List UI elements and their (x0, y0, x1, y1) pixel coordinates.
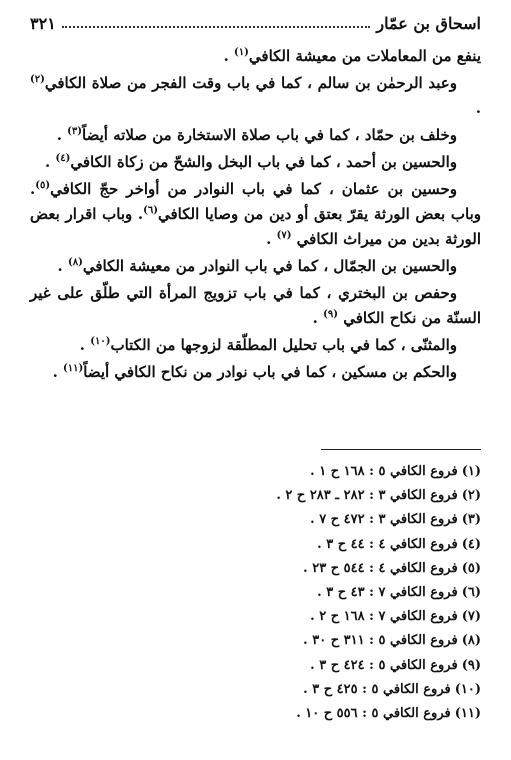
footnote-ref-11: (١١) (63, 363, 84, 374)
footnote-ref-7: (٧) (276, 230, 292, 241)
footnote-5: (٥)فروع الكافي ٤ : ٥٤٤ ح ٢٣ . (303, 560, 481, 576)
footnote-ref-9: (٩) (323, 309, 338, 320)
leader-dots (62, 26, 371, 28)
footnote-4: (٤)فروع الكافي ٤ : ٤٤ ح ٣ . (317, 536, 481, 552)
paragraph-8: والحكم بن مسكين ، كما في باب نوادر من نكاح الكافي أيضاً$^{(١١)}$ . (52, 363, 457, 381)
paragraph-7: والمثنّى ، كما في باب تحليل المطلّقة لزوجها من الكتاب$^{(١٠)}$ . (79, 336, 457, 354)
footnote-ref-1: (١) (234, 47, 249, 58)
footnote-divider (321, 449, 481, 450)
footnote-1: (١)فروع الكافي ٥ : ١٦٨ ح ١ . (310, 464, 481, 479)
footnote-ref-10: (١٠) (90, 336, 111, 347)
paragraph-4: وحسين بن عثمان ، كما في باب النوادر من أواخر حجّ الكافي$^{(٥)}$. وباب بعض الورثة يقرّ بعتق أو دين من وصايا الكافي$^{(٦)}$. وباب اقرار بعض الورثة بدين من ميراث الكافي $^{(٧)}$ . (30, 180, 481, 248)
paragraph-2: وخلف بن حمّاد ، كما في باب صلاة الاستخارة من صلاته أيضاً$^{(٣)}$ . (56, 126, 457, 144)
paragraph-6: وحفص بن البختري ، كما في باب تزويج المرأة التي طلّق على غير السنّة من نكاح الكافي $^{(٩)}$ . (30, 284, 481, 327)
paragraph-0: ينفع من المعاملات من معيشة الكافي$^{(١)}$ . (223, 47, 481, 65)
footnotes (30, 460, 481, 726)
main-text (30, 44, 481, 387)
footnote-ref-3: (٣) (67, 126, 82, 137)
footnote-6: (٦)فروع الكافي ٧ : ٤٣ ح ٣ . (317, 585, 481, 601)
paragraph-1: وعبد الرحمٰن بن سالم ، كما في باب وقت الفجر من صلاة الكافي$^{(٢)}$ . (30, 74, 481, 117)
footnote-ref-8: (٨) (67, 257, 83, 268)
footnote-8: (٨)فروع الكافي ٥ : ٣١١ ح ٣٠ . (303, 633, 481, 649)
footnote-ref-4: (٤) (55, 153, 71, 164)
page-header (30, 10, 481, 36)
paragraph-5: والحسين بن الجمّال ، كما في باب النوادر من معيشة الكافي$^{(٨)}$ . (57, 257, 457, 275)
footnote-3: (٣)فروع الكافي ٣ : ٤٧٢ ح ٧ . (310, 512, 481, 528)
footnote-ref-5: (٥) (35, 180, 51, 191)
footnote-2: (٢)فروع الكافي ٣ : ٢٨٢ ـ ٢٨٣ ح ٢ . (276, 488, 481, 504)
page-number: ٣٢١ (30, 13, 56, 33)
running-title: اسحاق بن عمّار (376, 13, 481, 33)
footnote-ref-2: (٢) (30, 74, 45, 85)
paragraph-3: والحسين بن أحمد ، كما في باب البخل والشحّ من زكاة الكافي$^{(٤)}$ . (45, 153, 457, 171)
footnote-10: (١٠)فروع الكافي ٥ : ٤٢٥ ح ٣ . (303, 681, 481, 697)
footnote-7: (٧)فروع الكافي ٧ : ١٦٨ ح ٢ . (310, 609, 481, 625)
footnote-11: (١١)فروع الكافي ٥ : ٥٥٦ ح ١٠ . (296, 706, 481, 722)
footnote-9: (٩)فروع الكافي ٥ : ٤٢٤ ح ٣ . (310, 657, 481, 673)
footnote-ref-6: (٦) (143, 205, 158, 216)
